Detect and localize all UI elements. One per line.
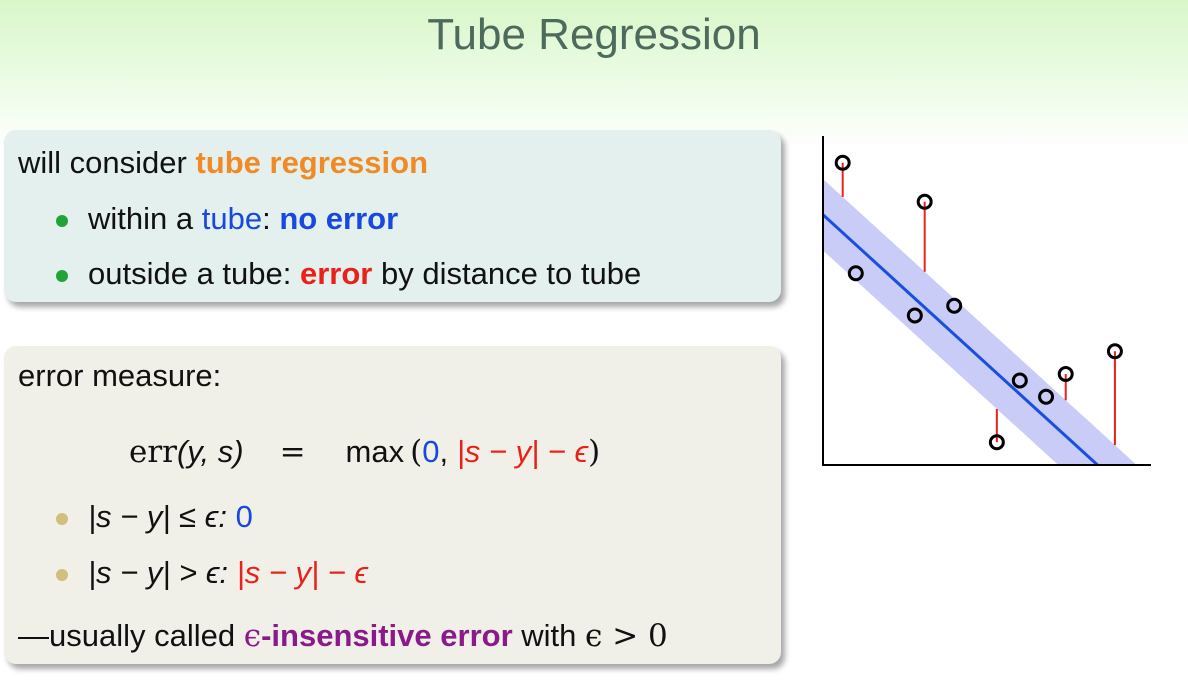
footer-highlight: -insensitive error: [261, 618, 513, 653]
page-title: Tube Regression: [427, 10, 761, 59]
footer-suffix: with: [512, 618, 585, 653]
condition-inside-text: |s − y| ≤ ϵ:: [88, 499, 236, 534]
bullet2-highlight: error: [300, 256, 373, 291]
bullet1-highlight: no error: [279, 201, 399, 236]
intro-prefix: will consider: [18, 145, 196, 180]
formula-lhs-fn: err: [129, 434, 177, 470]
footer-eps: ϵ: [243, 618, 262, 654]
bullet1-colon: :: [262, 201, 280, 236]
formula-close: ): [588, 434, 601, 470]
bullet1-tube: tube: [201, 201, 263, 236]
formula-abs: |s − y| − ϵ: [456, 434, 589, 469]
error-measure-heading: error measure:: [18, 358, 222, 393]
bullet1-prefix: within a: [88, 201, 202, 236]
formula-comma: ,: [439, 434, 457, 469]
formula-equals: =: [279, 434, 306, 470]
formula-open: (: [410, 434, 423, 470]
formula-lhs-args: (y, s): [176, 434, 244, 469]
condition-outside-text: |s − y| > ϵ:: [88, 555, 237, 590]
regression-line: [823, 215, 1151, 514]
formula-max: max: [345, 434, 405, 469]
condition-outside-value: |s − y| − ϵ: [236, 555, 369, 590]
footer-prefix: —usually called: [18, 618, 244, 653]
condition-inside-value: 0: [235, 499, 253, 534]
bullet2-prefix: outside a tube:: [88, 256, 300, 291]
footer-cond: ϵ > 0: [585, 618, 668, 654]
intro-highlight: tube regression: [195, 145, 429, 180]
formula-zero: 0: [422, 434, 440, 469]
bullet2-suffix: by distance to tube: [372, 256, 642, 291]
